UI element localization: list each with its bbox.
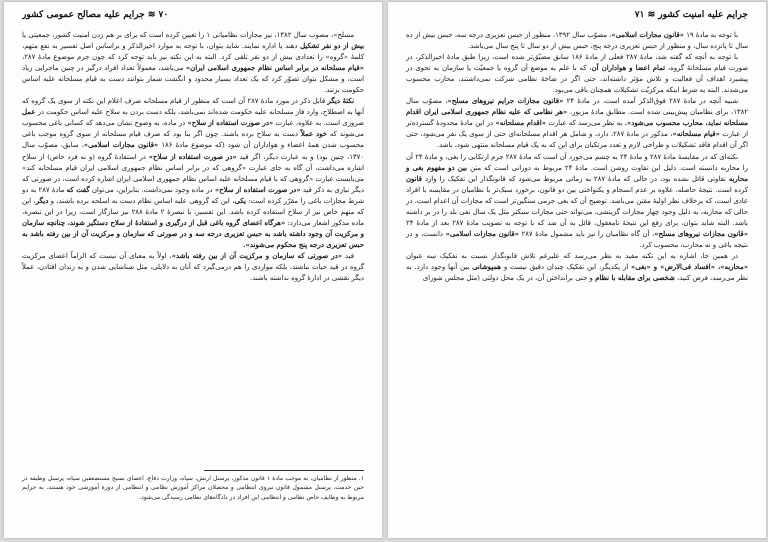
- bold-text-run: «قانون مجازات اسلامی»: [445, 229, 519, 238]
- bold-text-run: نکتهٔ دیگر: [327, 97, 354, 106]
- bold-text-run: بین دو مفهوم بغی و محاربه: [406, 163, 748, 183]
- body-paragraph: [406, 251, 748, 284]
- text-run: می‌باشد، معمولاً تعداد افراد درگیر در چنین ماجرایی زیاد است، و مشکل بتوان تصوّر کرد که یک تعداد بسیار محدود و انگشت شمار بتوانند دست به قیام مسلحانه علیه اساس حکومت بزنند.: [22, 64, 364, 95]
- text-run: ، که با علم به موضع آن گروه یا جمعیّت یا سازمان به نحوی در پیشبرد اهداف آن فعالیت و تلاش مؤثر داشته‌اند، حتی اگر در شاخهٔ نظامی شرکت نمی‌داشتند، محارب محسوب می‌شدند. البته به شرط اینکه مرکزیّت تشکیلات همچنان باقی می‌بود.: [406, 64, 748, 95]
- bold-text-run: «قانون مجازات اسلامی»: [611, 31, 684, 39]
- text-run: مسلح»، مصوب سال ۱۳۸۲، نیز مجازات نظامیانی ۱ را تعیین کرده است که برای بر هم زدن امنیت کشور، جمعیتی یا: [22, 31, 355, 39]
- text-run: دانست، و در نتیجه باغی و نه محارب، محسوب کرد.: [406, 229, 748, 249]
- right-page-header: جرایم علیه امنیت کشور ≋ ۷۱: [634, 10, 748, 20]
- left-page-body: [22, 30, 364, 466]
- text-run: قابل ذکر در مورد مادهٔ ۲۸۷ آن است که منظور از قیام مسلحانه صرف اعلام این نکته از سوی یک گروه که آنها به اصطلاح، وارد فاز مسلحانه علیه حکومت شده‌اند نمی‌باشد، بلکه دست بردن به سلاح علیه اساس حکومت در: [22, 97, 364, 117]
- bold-text-run: «قیام مسلحانه»: [672, 130, 720, 139]
- bold-text-run: «هر نظامی که علیه نظام جمهوری اسلامی ایران اقدام مسلحانه نماید، محارب محسوب می‌شود».: [406, 108, 749, 128]
- bold-text-run: «محاربه»، «افساد فی‌الارض» و «بغی»: [631, 262, 749, 271]
- bold-text-run: همپوشانی: [472, 262, 501, 271]
- bold-text-run: دیگر: [35, 196, 49, 205]
- text-run: از یکدیگر، این تفکیک چندان دقیق نیست و: [500, 262, 632, 271]
- body-paragraph: [22, 30, 364, 96]
- bold-text-run: «در صورت استفاده از سلاح»: [214, 185, 301, 194]
- bold-text-run: «قیام مسلحانه در برابر اساس نظام جمهوری اسلامی ایران»: [185, 64, 364, 73]
- bold-text-run: قانون: [406, 174, 422, 183]
- text-run: ، مصوّب سال ۱۳۸۲، برای نظامیان پیش‌بینی شده است. مطابق مادهٔ مزبور،: [406, 97, 748, 117]
- bold-text-run: عمل: [22, 108, 36, 117]
- body-paragraph: [22, 96, 364, 251]
- bold-text-run: «در صورت استفاده از سلاح»: [187, 119, 274, 128]
- bold-text-run: «در صورتی که سازمان و مرکزیت آن از بین رفته باشد»: [171, 251, 342, 260]
- right-page: [388, 2, 766, 538]
- text-run: با توجه به آنچه که گفته شد، مادهٔ ۲۸۷ فعلی از مادهٔ ۱۸۶ سابق مضیّق‌تر شده است، زیرا طبق مادهٔ اخیرالذکر، در صورت قیام مسلحانهٔ گروه،: [406, 53, 748, 73]
- text-run: مادهٔ ۲۸۷ به دو شرط مجازات باغی را مقرّر کرده است:: [22, 185, 365, 205]
- text-run: کرده است. نتیجهٔ حاصله، علاوه بر عدم انسجام و یکنواختی بین دو قانون، برخورد سبک‌تر با نظامیان در مقایسه با افراد عادی است، که برخلاف نظر اولیهٔ مقنن می‌باشد. توضیح آن که بغی جرمی سنگین‌تر است که مجازات آن اعدام است، در حالی که محاربه، به دلیل وجود چهار مجازات گزینشی، می‌تواند حتی مجازات سبکتر مثل یک سال نفی بلد را در بر داشته باشد. البته شاید بتوان، برای رفع این نتیجهٔ نامعقول، قائل به آن شد که با توجه به تصویب مادهٔ ۲۸۷ بعد از مادهٔ ۲۴: [406, 185, 748, 227]
- bold-text-run: «قانون مجازات اسلامی»: [83, 141, 159, 150]
- bold-text-run: تمام اعضا و هواداران آن: [591, 64, 666, 73]
- text-run: شبیه آنچه در مادهٔ ۲۸۷ فوق‌الذکر آمده است، در مادهٔ ۲۴: [563, 97, 738, 106]
- text-run: ، سابق، مصوّب سال ۱۳۷۰، چنین بود) و به عبارت دیگر، اگر قید: [22, 141, 365, 161]
- body-paragraph: [406, 52, 748, 96]
- text-run: ، اولاً به معنای آن نیست که الزاماً اعضای مرکزیت گروه در قید حیات نباشند، بلکه مواردی را هم درمی‌گیرد که آنان به دلایلی، مثل شناسایی شدن و به زندان افتادن، عملاً دیگر نقشی در ادارهٔ گروه نداشته باشند.: [22, 251, 364, 283]
- footnote-divider: [204, 470, 364, 471]
- bold-text-run: «هرگاه اعضای گروه باغی قبل از درگیری و استفادهٔ از سلاح دستگیر شوند، چنانچه سازمان و مرکزیت آن وجود داشته باشد به حبس تعزیری درجه سه و در صورتی که سازمان و مرکزیت آن از بین رفته باشد به حبس تعزیری درجه پنج محکوم می‌شوند».: [22, 218, 364, 249]
- left-page-footnote: ۱. منظور از نظامیان، به موجب مادهٔ ۱ قانون مذکور، پرسنل ارتش، سپاه، وزارت دفاع، اعضای بسیج مستضعفین سپاه، پرسنل وظیفه در حین خدمت، پرسنل مشمول قانون نیروی انتظامی و محصلان مراکز آموزش نظامی و انتظامی از دورهٔ آموزشی خود هستند. به جرایم مربوط به وظایف خاص نظامی و انتظامی این افراد در دادگاه‌های نظامی رسیدگی می‌شود.: [22, 475, 365, 501]
- text-run: تفاوتی قائل نشده بود، در حالی که مادهٔ ۲۸۷ به زمانی مربوط می‌شود که قانونگذار این تفکیک را وارد: [421, 174, 729, 183]
- left-page: [4, 2, 382, 538]
- text-run: ، این که گروهی علیه اساس نظام دست به اسلحه برده باشند، و: [48, 196, 235, 205]
- body-paragraph: [22, 251, 364, 284]
- text-run: قید: [342, 251, 354, 260]
- text-run: ، این که متهم خاص نیز از سلاح استفاده کرده باشد. این تفسیر، با تبصرهٔ ۲ مادهٔ ۲۸۸ نیز سازگار است، زیرا در این تبصره، ماده مذکور اشعار می‌دارد:: [22, 196, 365, 227]
- text-run: ، مصوّب سال ۱۳۹۲، منظور از حبس تعزیری درجه سه، حبس بیش از ده سال تا پانزده سال، و منظور از حبس تعزیری درجه پنج، حبس بیش از دو سال تا پنج سال می‌باشد.: [406, 31, 748, 51]
- text-run: در ماده، به وضوح نشان می‌دهد که کسانی باغی محسوب می‌شوند که: [22, 119, 364, 139]
- body-paragraph: [406, 96, 748, 151]
- text-run: نکته‌ای که در مقایسهٔ مادهٔ ۲۸۷ و مادهٔ ۲۴ به چشم می‌خورد آن است که مادهٔ ۲۸۷ جرم ارتکابی را بغی، و مادهٔ ۲۴ آن را محاربه دانسته است. دلیل این تفاوت روشن است. مادهٔ ۲۴ مربوط به دورانی است که متن: [406, 152, 748, 172]
- body-paragraph: [406, 30, 748, 52]
- text-run: در همین جا، اشاره به این نکته مفید به نظر می‌رسد که علیرغم تلاش قانونگذار نسبت به تفکیک سه عنوان: [406, 251, 738, 260]
- text-run: در ماده وجود نمی‌داشت. بنابراین، می‌توان: [89, 185, 215, 194]
- text-run: بین آنها وجود دارد. به نظر می‌رسد، فرض کنید،: [406, 262, 748, 283]
- body-paragraph: [406, 152, 748, 251]
- bold-text-run: خود عملاً: [300, 130, 328, 139]
- text-run: به نظر می‌رسد که عبارت: [545, 119, 625, 128]
- left-page-header: ۷۰ ≋ جرایم علیه مصالح عمومی کشور: [22, 10, 169, 20]
- bold-text-run: بیش از دو نفر تشکیل: [300, 42, 365, 51]
- bold-text-run: «اقدام مسلحانه»: [495, 119, 546, 128]
- text-run: ضروری است. به علاوه، عبارت: [273, 119, 365, 128]
- text-run: دست به سلاح برده باشند. چون اگر بنا بود که صرف قیام مسلحانه از سوی گروه موجب باغی محسوب شدن همهٔ اعضاء و هواداران آن شود (که موضوع مادهٔ ۱۸۶: [22, 130, 364, 150]
- bold-text-run: یکی: [234, 196, 246, 205]
- text-run: دهند یا اداره نمایند. شاید بتوان، با توجه به موارد اخیرالذکر و براساس اصل تفسیر به نفع متهم، کلمهٔ «گروه» را تعدادی بیش از دو نفر تلقی کرد. البته به این نکته نیز باید توجه کرد که چون جرم موضوع مادهٔ ۲۸۷،: [22, 42, 364, 62]
- text-run: و حتی برانداختن آن، در یک محل دولتی (مثل مجلس شورای: [422, 274, 596, 283]
- bold-text-run: «قانون مجازات نیروهای مسلح»: [654, 229, 748, 238]
- bold-text-run: «قانون مجازات جرایم نیروهای مسلح»: [447, 97, 564, 106]
- text-run: در استفادهٔ گروه (و نه فرد خاص) از سلاح اشاره می‌داشت، آن گاه به جای عبارت «گروهی که در برابر اساس نظام جمهوری اسلامی ایران قیام مسلحانه کند» می‌بایست عبارت «گروهی که با قیام مسلحانه علیه اساس نظام جمهوری اسلامی ایران اشاره کرده است، در صورتی که دیگر نیازی به ذکر قید: [22, 152, 365, 194]
- right-page-body: [406, 30, 748, 530]
- text-run: با توجه به مادهٔ ۱۹: [683, 31, 738, 39]
- text-run: در این مادهٔ محدودهٔ گسترده‌تر از عبارت: [406, 119, 749, 139]
- bold-text-run: شخصی برای مقابله با نظام: [595, 274, 675, 283]
- bold-text-run: «در صورت استفاده از سلاح»: [148, 152, 237, 161]
- text-run: ، آن گاه نظامیان را نیز باید مشمول مادهٔ ۲۸۷: [518, 229, 655, 238]
- text-run: ، مذکور در مادهٔ ۲۸۷، دارد، و شامل هر اقدام مسلحانه‌ای حتی از سوی یک نفر می‌شود، حتی اگر آن اقدام فاقد تشکیلات و طراحی لازم و تعدد مرتکبان برای این که به یک قیام مسلحانه منتهی شود، باشد.: [406, 130, 748, 150]
- bold-text-run: گفت که: [66, 185, 90, 194]
